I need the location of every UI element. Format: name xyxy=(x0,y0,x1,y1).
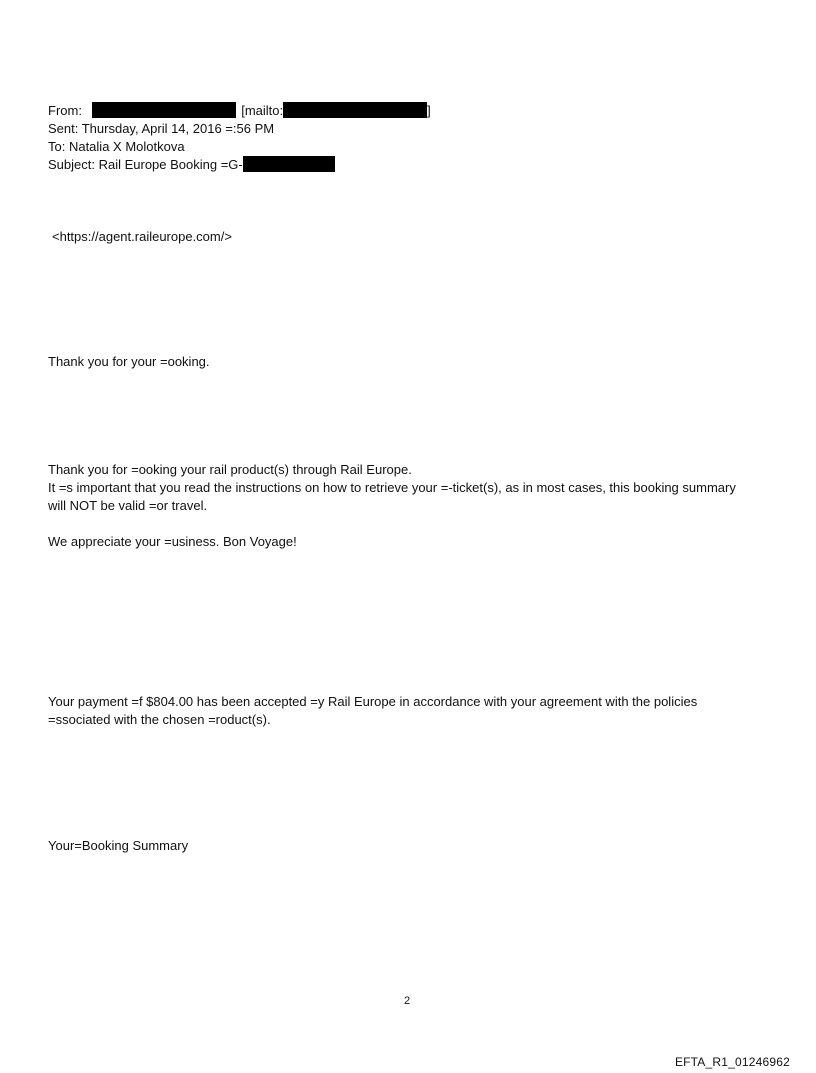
payment-line-2: =ssociated with the chosen =roduct(s). xyxy=(48,712,271,727)
payment-line-1: Your payment =f $804.00 has been accepted =y Rail Europe in accordance with your agreement with the policies xyxy=(48,694,698,709)
mailto-label: [mailto: xyxy=(241,103,284,118)
document-id: EFTA_R1_01246962 xyxy=(674,1055,790,1069)
raileurope-link[interactable]: <https://agent.raileurope.com/> xyxy=(52,229,232,244)
redacted-sender-name xyxy=(92,102,236,118)
from-label: From: xyxy=(48,103,82,118)
page-number: 2 xyxy=(404,995,411,1007)
paragraph-line-1: Thank you for =ooking your rail product(s) through Rail Europe. xyxy=(48,462,412,477)
appreciation-line: We appreciate your =usiness. Bon Voyage! xyxy=(48,534,297,549)
subject-text: Subject: Rail Europe Booking =G- xyxy=(48,157,243,172)
paragraph-line-3: will NOT be valid =or travel. xyxy=(48,498,208,513)
mailto-close: ] xyxy=(427,103,431,118)
booking-summary-heading: Your=Booking Summary xyxy=(48,838,189,853)
redacted-sender-email xyxy=(283,102,427,118)
sent-line: Sent: Thursday, April 14, 2016 =:56 PM xyxy=(48,121,275,136)
redacted-booking-number xyxy=(243,156,335,172)
from-line xyxy=(48,102,431,120)
thank-you-heading: Thank you for your =ooking. xyxy=(48,354,210,369)
paragraph-line-2: It =s important that you read the instructions on how to retrieve your =-ticket(s), as in most cases, this booking summary xyxy=(48,480,736,495)
to-line: To: Natalia X Molotkova xyxy=(48,139,185,154)
subject-line xyxy=(48,156,335,174)
